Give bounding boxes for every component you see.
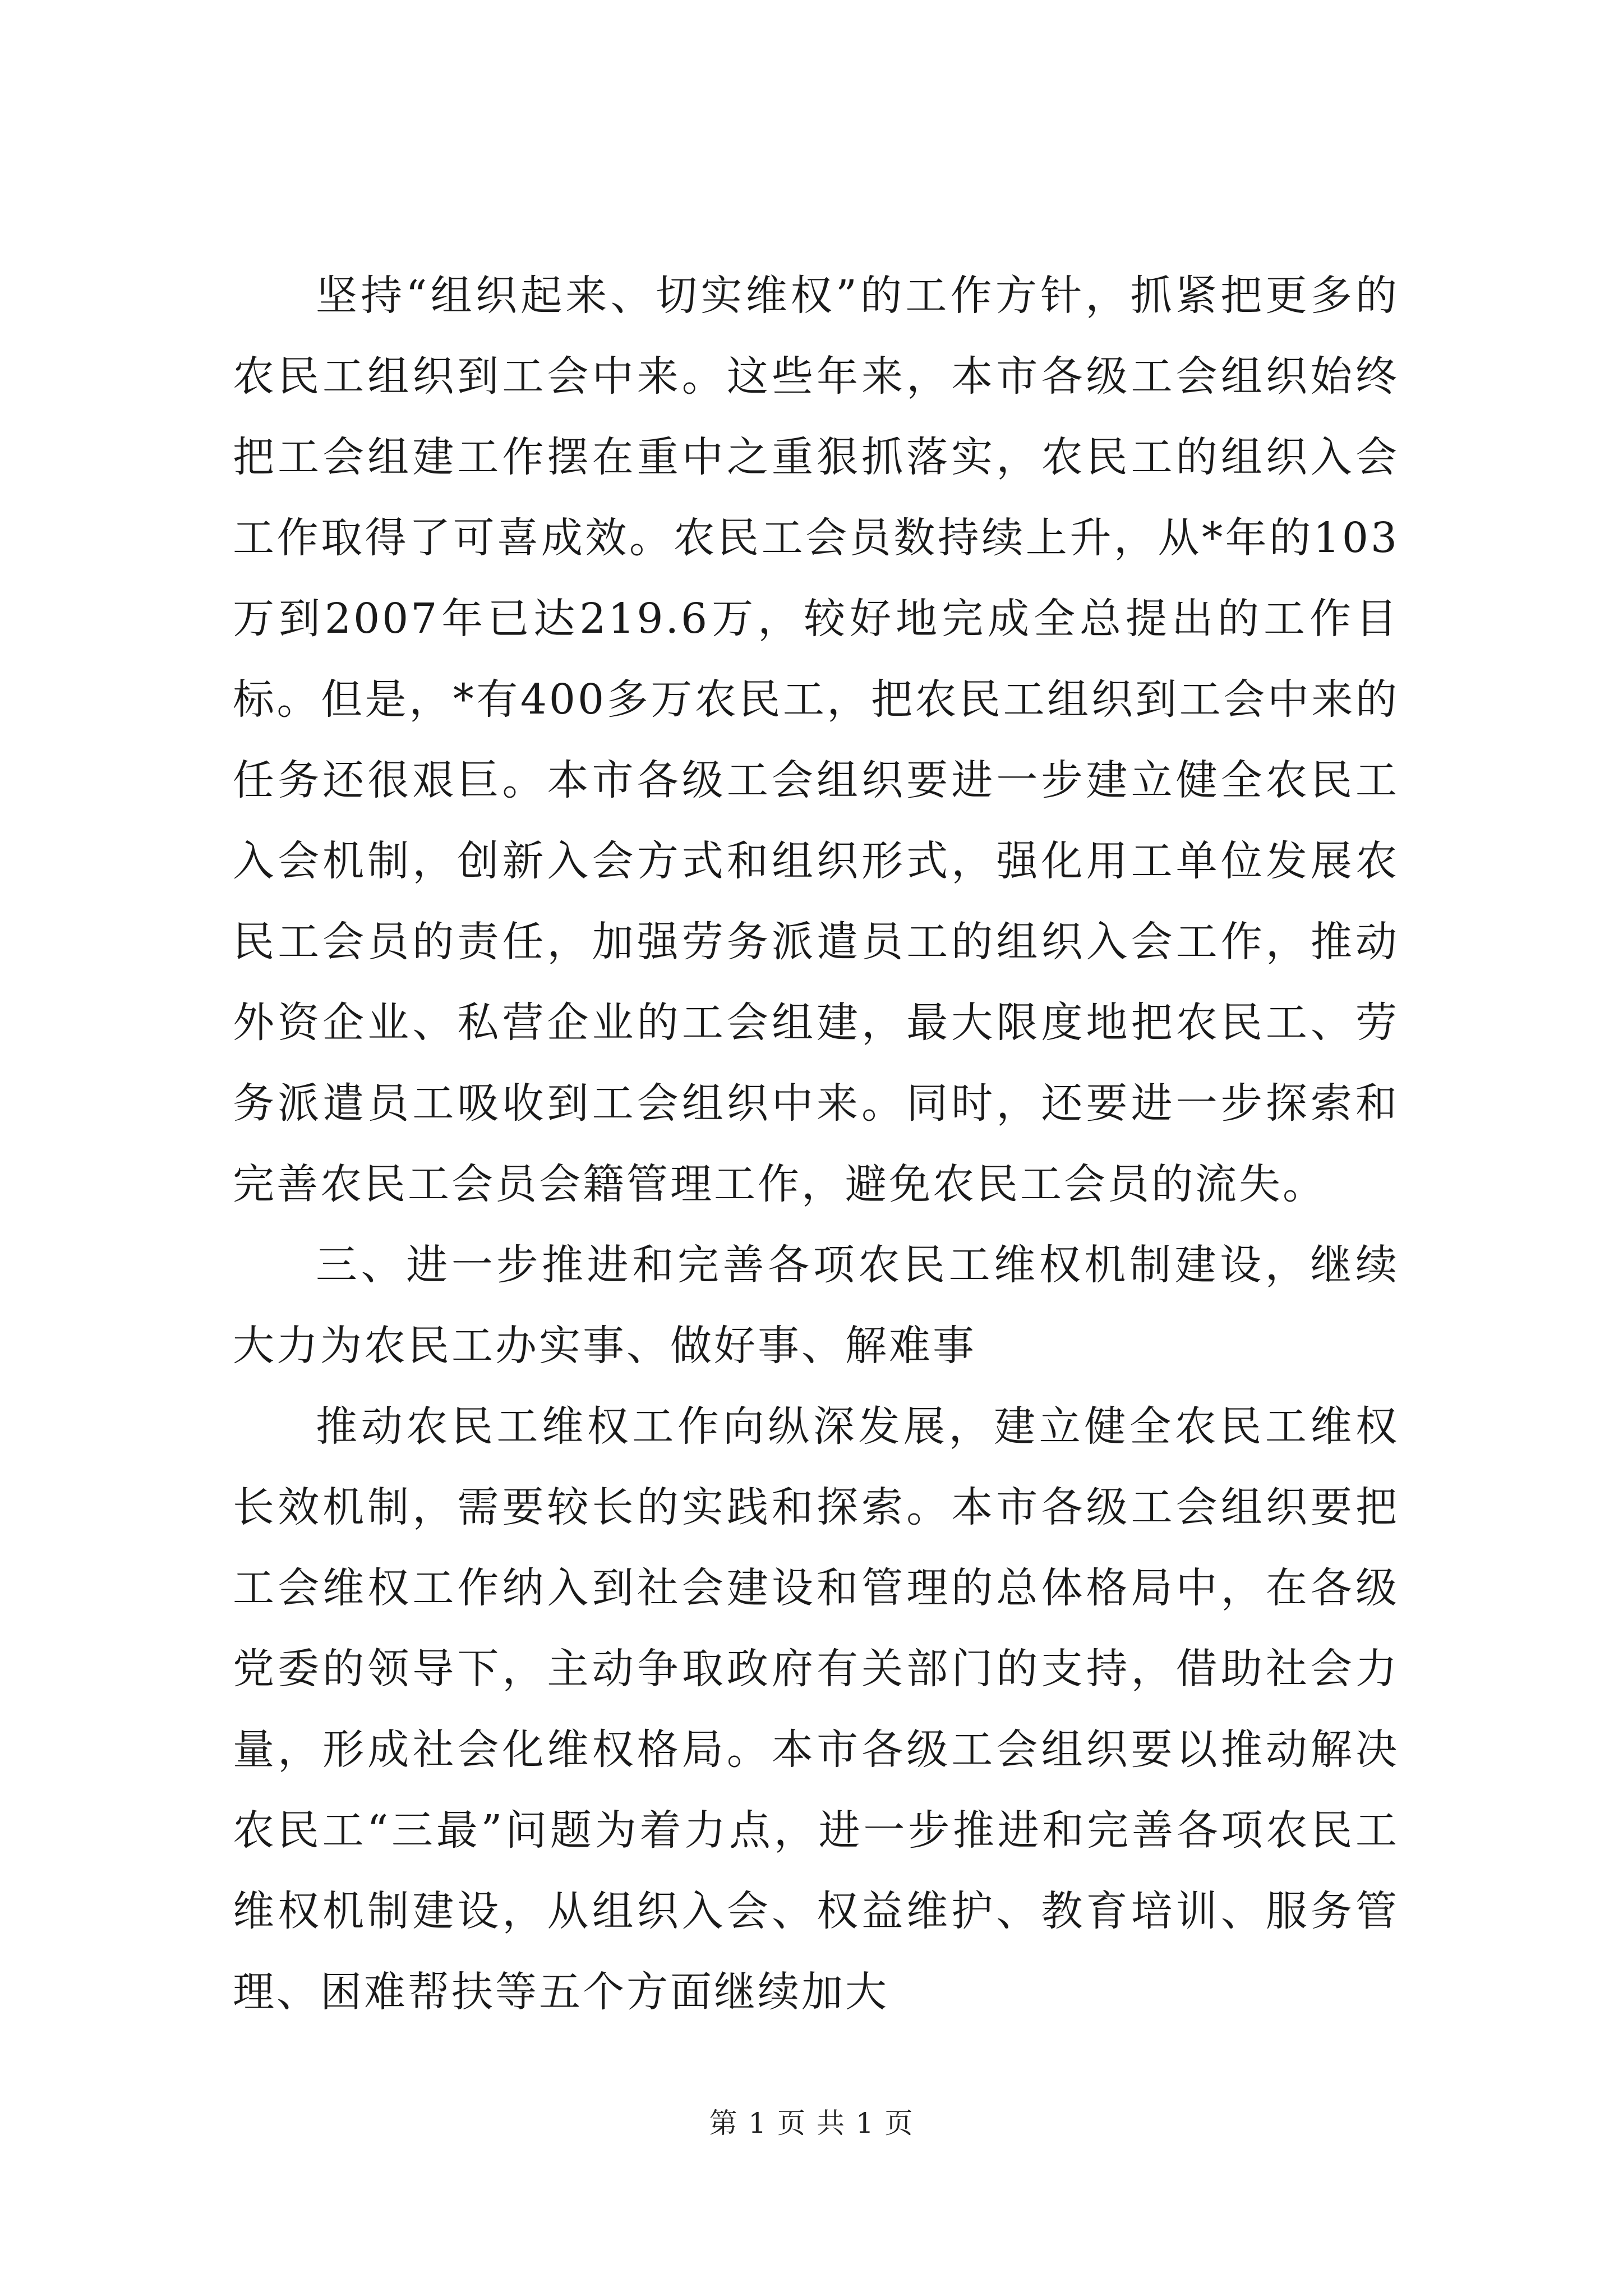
body-paragraph-1: 坚持“组织起来、切实维权”的工作方针，抓紧把更多的农民工组织到工会中来。这些年来，本市各级工会组织始终把工会组建工作摆在重中之重狠抓落实，农民工的组织入会工作取得了可喜成效。农民工会员数持续上升，从*年的103万到2007年已达219.6万，较好地完成全总提出的工作目标。但是，*有400多万农民工，把农民工组织到工会中来的任务还很艰巨。本市各级工会组织要进一步建立健全农民工入会机制，创新入会方式和组织形式，强化用工单位发展农民工会员的责任，加强劳务派遣员工的组织入会工作，推动外资企业、私营企业的工会组建，最大限度地把农民工、劳务派遣员工吸收到工会组织中来。同时，还要进一步探索和完善农民工会员会籍管理工作，避免农民工会员的流失。 [233,272,1399,1208]
page-footer: 第 1 页 共 1 页 [709,2107,914,2139]
section-heading-3: 三、进一步推进和完善各项农民工维权机制建设，继续大力为农民工办实事、做好事、解难事 [233,1241,1399,1370]
document-body [233,255,1399,2032]
body-paragraph-2: 推动农民工维权工作向纵深发展，建立健全农民工维权长效机制，需要较长的实践和探索。本市各级工会组织要把工会维权工作纳入到社会建设和管理的总体格局中，在各级党委的领导下，主动争取政府有关部门的支持，借助社会力量，形成社会化维权格局。本市各级工会组织要以推动解决农民工“三最”问题为着力点，进一步推进和完善各项农民工维权机制建设，从组织入会、权益维护、教育培训、服务管理、困难帮扶等五个方面继续加大 [233,1402,1399,2016]
